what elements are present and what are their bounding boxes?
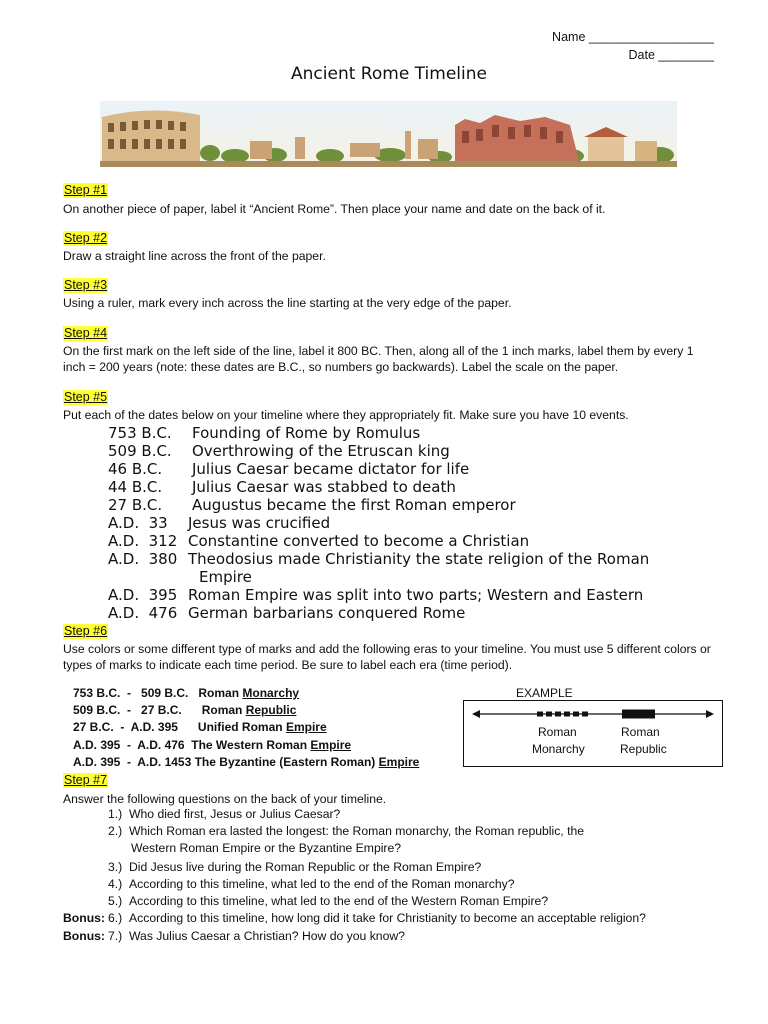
event-date: A.D. 395	[108, 586, 178, 604]
step-2-label: Step #2	[64, 231, 108, 245]
question-text: According to this timeline, how long did it take for Christianity to become an acceptable religion?	[129, 911, 646, 925]
era-term: Empire	[378, 755, 420, 769]
example-timeline-box	[463, 700, 723, 767]
event-date: A.D. 312	[108, 532, 178, 550]
republic-solid-mark	[622, 710, 655, 719]
step-7-text: Answer the following questions on the back of your timeline.	[63, 792, 387, 806]
step-3-text: Using a ruler, mark every inch across the line starting at the very edge of the paper.	[63, 296, 512, 310]
event-text: Founding of Rome by Romulus	[192, 424, 421, 442]
event-text: Theodosius made Christianity the state religion of the Roman	[188, 550, 650, 568]
question-text: Who died first, Jesus or Julius Caesar?	[129, 807, 341, 821]
event-date: A.D. 380	[108, 550, 178, 568]
event-date: 27 B.C.	[108, 496, 163, 514]
event-text: Jesus was crucified	[188, 514, 331, 532]
event-date: 753 B.C.	[108, 424, 172, 442]
era-range: A.D. 395 - A.D. 476 The Western Roman	[73, 738, 311, 752]
question-number: 1.)	[108, 807, 123, 821]
rome-ruins-banner-image	[100, 101, 677, 167]
event-date: 46 B.C.	[108, 460, 163, 478]
era-range: 753 B.C. - 509 B.C. Roman	[73, 686, 243, 700]
step-4-text: On the first mark on the left side of the line, label it 800 BC. Then, along all of the 1 inch marks, label them by every 1 inch = 200 years (note: these dates are B.C., so numbers go backwards). Label the scale on the paper.	[63, 344, 694, 374]
step-4-label: Step #4	[64, 326, 108, 340]
event-text-continued: Empire	[199, 568, 252, 586]
era-item	[73, 720, 327, 734]
question-text: Was Julius Caesar a Christian? How do you know?	[129, 929, 405, 943]
event-date: 509 B.C.	[108, 442, 172, 460]
example-label: EXAMPLE	[516, 686, 573, 700]
question-number: 7.)	[108, 929, 123, 943]
event-date: A.D. 33	[108, 514, 168, 532]
step-3-label: Step #3	[64, 278, 108, 292]
event-text: Augustus became the first Roman emperor	[192, 496, 516, 514]
name-field-line: Name __________________	[552, 30, 714, 44]
example-left-label-1: Roman	[538, 725, 577, 739]
step-1-label: Step #1	[64, 183, 108, 197]
step-6-label: Step #6	[64, 624, 108, 638]
era-term: Empire	[285, 720, 327, 734]
question-text: According to this timeline, what led to the end of the Western Roman Empire?	[129, 894, 549, 908]
example-timeline-arrow	[464, 701, 722, 766]
example-right-label-1: Roman	[621, 725, 660, 739]
step-5-text: Put each of the dates below on your timeline where they appropriately fit. Make sure you have 10 events.	[63, 408, 629, 422]
event-text: Constantine converted to become a Christian	[188, 532, 530, 550]
era-term: Monarchy	[242, 686, 300, 700]
question-text-continued: Western Roman Empire or the Byzantine Empire?	[131, 841, 402, 855]
era-range: 509 B.C. - 27 B.C. Roman	[73, 703, 246, 717]
era-term: Republic	[245, 703, 297, 717]
step-2-text: Draw a straight line across the front of the paper.	[63, 249, 326, 263]
example-right-label-2: Republic	[620, 742, 667, 756]
event-date: A.D. 476	[108, 604, 178, 622]
step-5-label: Step #5	[64, 390, 108, 404]
question-number: 2.)	[108, 824, 123, 838]
example-left-label-2: Monarchy	[532, 742, 585, 756]
step-1-text: On another piece of paper, label it “Ancient Rome”. Then place your name and date on the back of it.	[63, 202, 606, 216]
step-7-label: Step #7	[64, 773, 108, 787]
question-text: Did Jesus live during the Roman Republic or the Roman Empire?	[129, 860, 482, 874]
question-number: 5.)	[108, 894, 123, 908]
question-number: 3.)	[108, 860, 123, 874]
event-text: Julius Caesar became dictator for life	[192, 460, 470, 478]
bonus-label: Bonus:	[63, 911, 105, 925]
era-item	[73, 738, 351, 752]
question-text: According to this timeline, what led to the end of the Roman monarchy?	[129, 877, 515, 891]
event-text: Overthrowing of the Etruscan king	[192, 442, 450, 460]
event-date: 44 B.C.	[108, 478, 163, 496]
era-term: Empire	[310, 738, 352, 752]
event-text: German barbarians conquered Rome	[188, 604, 466, 622]
step-6-text: Use colors or some different type of marks and add the following eras to your timeline. You must use 5 different colors or types of marks to indicate each time period. Be sure to label each era (time period).	[63, 642, 711, 672]
era-range: A.D. 395 - A.D. 1453 The Byzantine (Eastern Roman)	[73, 755, 379, 769]
era-item	[73, 703, 296, 717]
era-item	[73, 686, 299, 700]
bonus-label: Bonus:	[63, 929, 105, 943]
era-item	[73, 755, 419, 769]
question-text: Which Roman era lasted the longest: the Roman monarchy, the Roman republic, the	[129, 824, 585, 838]
question-number: 4.)	[108, 877, 123, 891]
event-text: Julius Caesar was stabbed to death	[192, 478, 456, 496]
era-range: 27 B.C. - A.D. 395 Unified Roman	[73, 720, 286, 734]
event-text: Roman Empire was split into two parts; Western and Eastern	[188, 586, 644, 604]
question-number: 6.)	[108, 911, 123, 925]
date-field-line: Date ________	[628, 48, 714, 62]
page-title: Ancient Rome Timeline	[291, 64, 487, 84]
